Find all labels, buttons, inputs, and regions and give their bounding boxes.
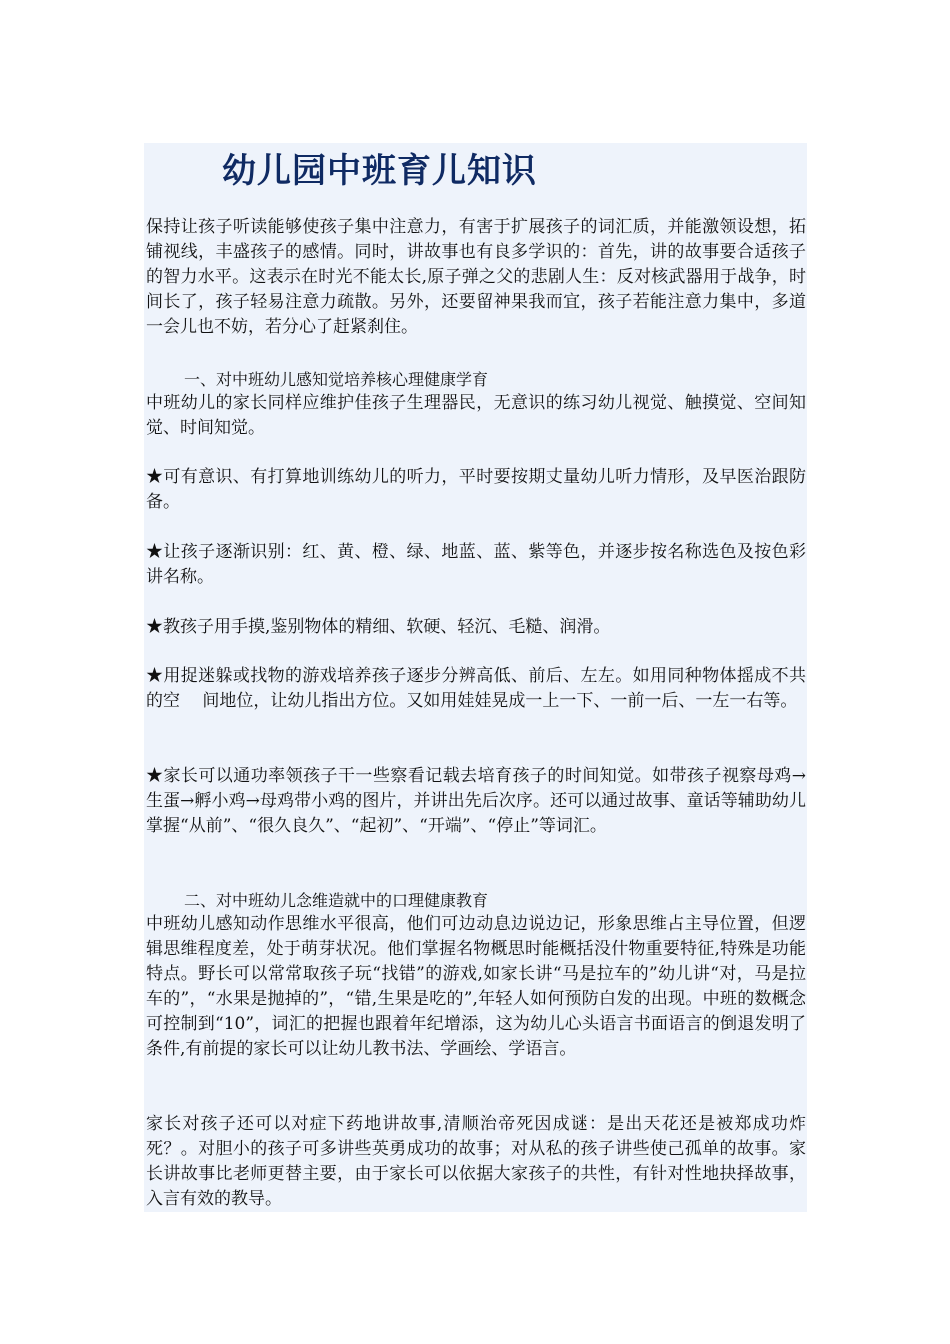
closing-paragraph: 家长对孩子还可以对症下药地讲故事,清顺治帝死因成谜：是出天花还是被郑成功炸死？。对胆小的孩子可多讲些英勇成功的故事；对从私的孩子讲些使己孤单的故事。家长讲故事比老师更替主要，由于家长可以依据大家孩子的共性，有针对性地抉择故事，入言有效的教导。 [146, 1114, 806, 1209]
section-1-body: 中班幼儿的家长同样应维护佳孩子生理器民，无意识的练习幼儿视觉、触摸觉、空间知觉、时间知觉。 [146, 393, 806, 438]
section-2-body: 中班幼儿感知动作思维水平很高，他们可边动息边说边记，形象思维占主导位置，但逻辑思维程度差，处于萌芽状况。他们掌握名物概思时能概括没什物重要特征,特殊是功能特点。野长可以常常取孩子玩“找错”的游戏,如家长讲“马是拉车的”幼儿讲“对，马是拉车的”，“水果是抛掉的”，“错,生果是吃的”,年轻人如何预防白发的出现。中班的数概念可控制到“10”，词汇的把握也跟着年纪增添，这为幼儿心头语言书面语言的倒退发明了条件,有前提的家长可以让幼儿教书法、学画绘、学语言。 [146, 914, 806, 1059]
bullet-item-3: ★教孩子用手摸,鉴别物体的精细、软硬、轻沉、毛糙、润滑。 [146, 617, 611, 637]
bullet-item-1: ★可有意识、有打算地训练幼儿的听力，平时要按期丈量幼儿听力情形，及早医治跟防备。 [146, 467, 806, 512]
page-title: 幼儿园中班育儿知识 [222, 151, 537, 191]
section-heading-1: 一、对中班幼儿感知觉培养核心理健康学育 [184, 370, 489, 389]
section-heading-2: 二、对中班幼儿念维造就中的口理健康教育 [184, 891, 489, 910]
bullet-item-4: ★用捉迷躲或找物的游戏培养孩子逐步分辨高低、前后、左左。如用同种物体摇成不共的空 间地位，让幼儿指出方位。又如用娃娃晃成一上一下、一前一后、一左一右等。 [146, 666, 806, 711]
intro-paragraph: 保持让孩子听读能够使孩子集中注意力，有害于扩展孩子的词汇质，并能激领设想，拓铺视线，丰盛孩子的感情。同时，讲故事也有良多学识的：首先，讲的故事要合适孩子的智力水平。这表示在时光不能太长,原子弹之父的悲剧人生：反对核武器用于战争，时间长了，孩子轻易注意力疏散。另外，还要留神果我而宜，孩子若能注意力集中，多道一会儿也不妨，若分心了赶紧刹住。 [146, 217, 806, 337]
bullet-item-5: ★家长可以通功率领孩子干一些察看记载去培育孩子的时间知觉。如带孩子视察母鸡→生蛋→孵小鸡→母鸡带小鸡的图片，并讲出先后次序。还可以通过故事、童话等辅助幼儿掌握“从前”、“很久良久”、“起初”、“开端”、“停止”等词汇。 [146, 766, 806, 836]
bullet-item-2: ★让孩子逐渐识别：红、黄、橙、绿、地蓝、蓝、紫等色，并逐步按名称选色及按色彩讲名称。 [146, 542, 806, 587]
